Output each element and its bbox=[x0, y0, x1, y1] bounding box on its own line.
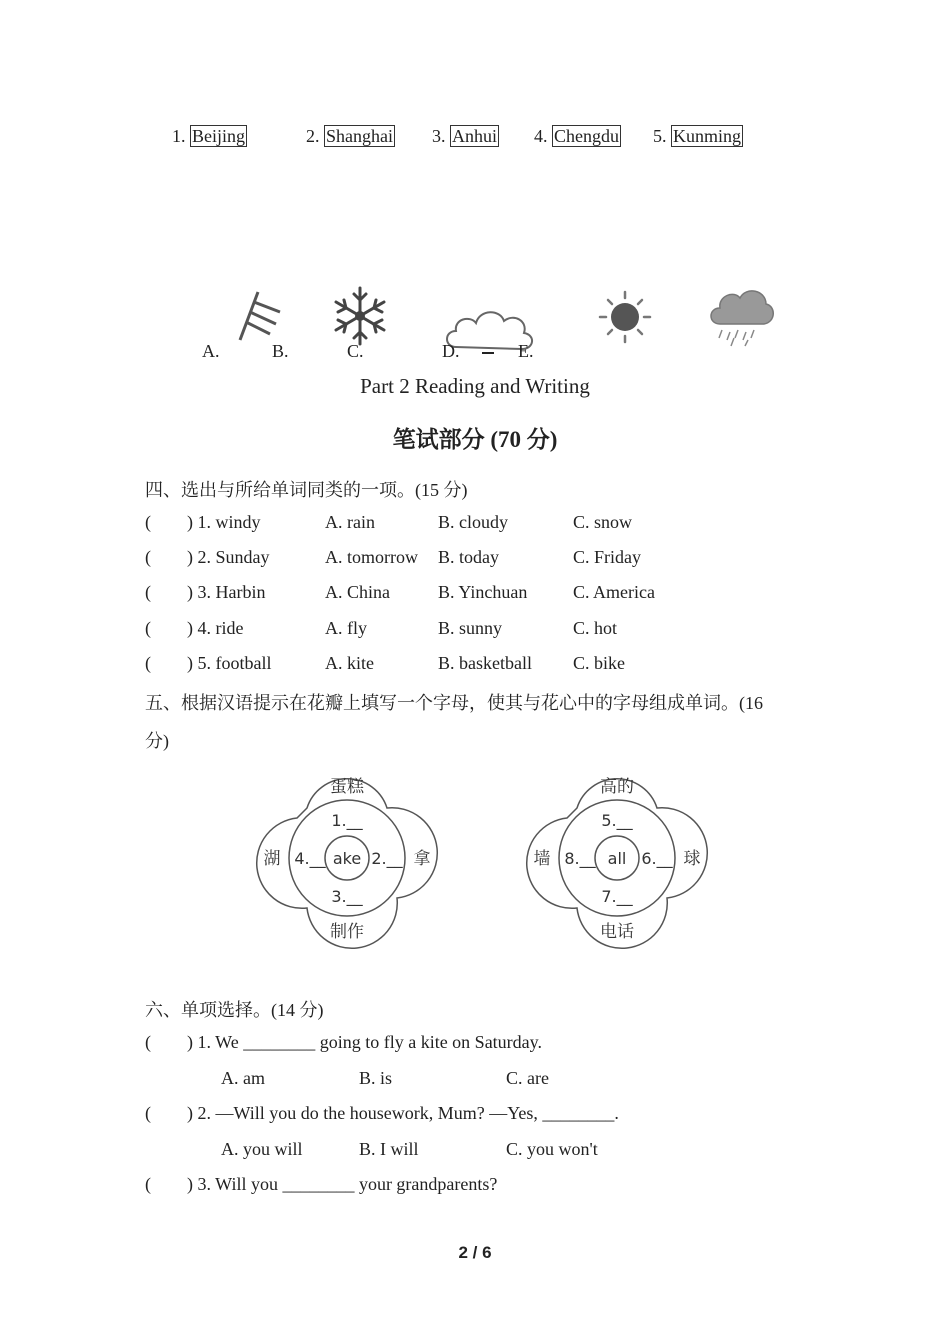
option-b: B. sunny bbox=[438, 618, 503, 638]
option-a: A. you will bbox=[221, 1139, 303, 1159]
city-name-box: Kunming bbox=[673, 126, 742, 146]
answer-paren[interactable]: ( bbox=[145, 547, 151, 567]
question-row bbox=[145, 547, 845, 571]
sun-icon bbox=[598, 290, 652, 344]
question-row bbox=[145, 1174, 845, 1198]
answer-paren[interactable]: ( bbox=[145, 1032, 151, 1052]
options-row bbox=[145, 1068, 845, 1092]
question-row bbox=[145, 1103, 845, 1127]
answer-paren[interactable]: ( bbox=[145, 618, 151, 638]
hint-left: 墙 bbox=[533, 849, 551, 869]
option-b: B. today bbox=[438, 547, 499, 567]
question-row bbox=[145, 618, 845, 642]
section5-title-cont: 分) bbox=[145, 731, 169, 751]
part2-title: Part 2 Reading and Writing bbox=[360, 374, 590, 398]
blank-3[interactable]: 3.__ bbox=[331, 887, 363, 906]
option-c: C. bike bbox=[573, 653, 625, 673]
option-letter-e: E. bbox=[518, 341, 534, 361]
question-row bbox=[145, 653, 845, 677]
rain-cloud-icon bbox=[708, 286, 776, 348]
blank-6[interactable]: 6.__ bbox=[641, 849, 673, 868]
option-c: C. snow bbox=[573, 512, 633, 532]
city-item-5: 5. Kunming bbox=[653, 126, 742, 146]
flower-center: ake bbox=[332, 849, 362, 868]
question-row bbox=[145, 582, 845, 606]
option-a: A. tomorrow bbox=[325, 547, 418, 567]
blank-5[interactable]: 5.__ bbox=[601, 811, 633, 830]
option-letter-c: C. bbox=[347, 341, 364, 361]
question-word: ) 2. Sunday bbox=[187, 547, 270, 567]
blank-8[interactable]: 8.__ bbox=[564, 849, 596, 868]
page-number: 2 / 6 bbox=[458, 1243, 492, 1262]
question-row bbox=[145, 512, 845, 536]
question-word: ) 4. ride bbox=[187, 618, 244, 638]
city-item-4: 4. Chengdu bbox=[534, 126, 619, 146]
option-a: A. China bbox=[325, 582, 390, 602]
section6-title: 六、单项选择。(14 分) bbox=[145, 1000, 324, 1020]
option-letter-a: A. bbox=[202, 341, 220, 361]
option-a: A. rain bbox=[325, 512, 375, 532]
option-c: C. you won't bbox=[506, 1139, 598, 1159]
answer-paren[interactable]: ( bbox=[145, 653, 151, 673]
flower-center: all bbox=[607, 849, 627, 868]
option-letter-d: D. bbox=[442, 341, 460, 361]
option-a: A. am bbox=[221, 1068, 265, 1088]
snowflake-icon bbox=[328, 285, 392, 347]
option-a: A. fly bbox=[325, 618, 367, 638]
section4-title: 四、选出与所给单词同类的一项。(15 分) bbox=[145, 480, 468, 500]
city-name-box: Beijing bbox=[192, 126, 245, 146]
option-b: B. I will bbox=[359, 1139, 419, 1159]
option-c: C. America bbox=[573, 582, 655, 602]
option-c: C. Friday bbox=[573, 547, 642, 567]
question-word: ) 3. Harbin bbox=[187, 582, 266, 602]
option-a: A. kite bbox=[325, 653, 374, 673]
answer-paren[interactable]: ( bbox=[145, 512, 151, 532]
question-row bbox=[145, 1032, 845, 1056]
city-name-box: Chengdu bbox=[554, 126, 619, 146]
hint-left: 湖 bbox=[263, 849, 281, 869]
option-b: B. is bbox=[359, 1068, 393, 1088]
answer-paren[interactable]: ( bbox=[145, 1103, 151, 1123]
answer-paren[interactable]: ( bbox=[145, 1174, 151, 1194]
question-stem: ) 1. We ________ going to fly a kite on Saturday. bbox=[187, 1032, 542, 1052]
hint-right: 拿 bbox=[413, 849, 431, 869]
option-b: B. basketball bbox=[438, 653, 532, 673]
option-c: C. are bbox=[506, 1068, 549, 1088]
city-name-box: Anhui bbox=[452, 126, 497, 146]
hint-top: 高的 bbox=[600, 777, 634, 797]
option-b: B. cloudy bbox=[438, 512, 508, 532]
city-item-3: 3. Anhui bbox=[432, 126, 497, 146]
question-stem: ) 3. Will you ________ your grandparents? bbox=[187, 1174, 498, 1194]
options-row bbox=[145, 1139, 845, 1163]
hint-bottom: 电话 bbox=[600, 922, 634, 942]
blank-7[interactable]: 7.__ bbox=[601, 887, 633, 906]
question-word: ) 1. windy bbox=[187, 512, 261, 532]
city-name-box: Shanghai bbox=[326, 126, 393, 146]
option-letter-b: B. bbox=[272, 341, 289, 361]
city-item-2: 2. Shanghai bbox=[306, 126, 393, 146]
windy-flag-icon bbox=[232, 288, 284, 342]
blank-4[interactable]: 4.__ bbox=[294, 849, 326, 868]
section-heading: 笔试部分 (70 分) bbox=[392, 427, 558, 452]
question-stem: ) 2. —Will you do the housework, Mum? —Yes, ________. bbox=[187, 1103, 619, 1123]
word-flower-1 bbox=[254, 765, 440, 951]
hint-top: 蛋糕 bbox=[330, 777, 364, 797]
section5-title: 五、根据汉语提示在花瓣上填写一个字母，使其与花心中的字母组成单词。(16 bbox=[145, 693, 763, 713]
blank-2[interactable]: 2.__ bbox=[371, 849, 403, 868]
city-item-1: 1. Beijing bbox=[172, 126, 245, 146]
hint-bottom: 制作 bbox=[330, 922, 364, 942]
question-word: ) 5. football bbox=[187, 653, 272, 673]
word-flower-2 bbox=[524, 765, 710, 951]
answer-paren[interactable]: ( bbox=[145, 582, 151, 602]
option-b: B. Yinchuan bbox=[438, 582, 528, 602]
hint-right: 球 bbox=[683, 849, 701, 869]
option-c: C. hot bbox=[573, 618, 618, 638]
blank-1[interactable]: 1.__ bbox=[331, 811, 363, 830]
